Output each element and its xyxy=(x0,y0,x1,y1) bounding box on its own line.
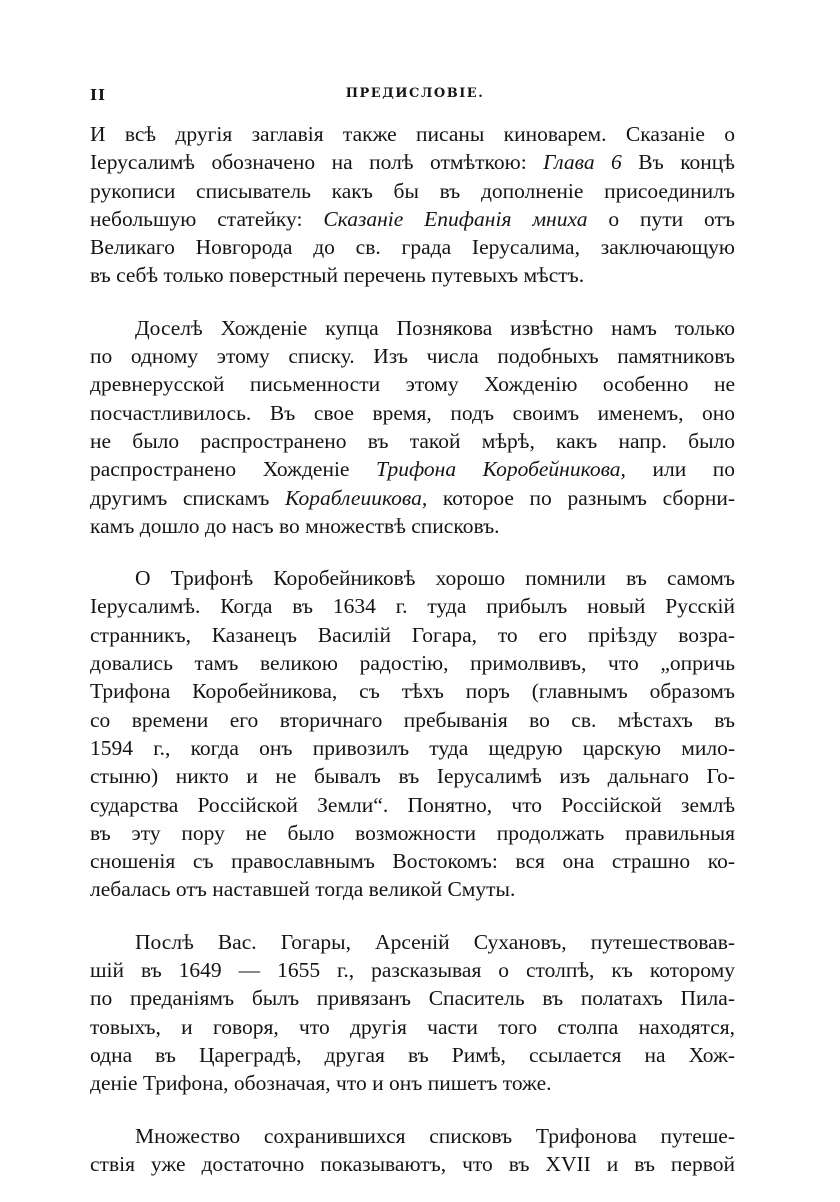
text-line: 1594 г., когда онъ привозилъ туда щедрую царскую мило- xyxy=(90,735,735,760)
text-line: распространено Хожденіе Трифона Коробейникова, или по xyxy=(90,457,736,482)
text-line: деніе Трифона, обозначая, что и онъ пишетъ тоже. xyxy=(90,1071,552,1096)
text-line: лебалась отъ наставшей тогда великой Смуты. xyxy=(90,877,516,902)
text-line: И всѣ другія заглавія также писаны киноварем. Сказаніе о xyxy=(90,122,735,146)
text-line: небольшую статейку: Сказаніе Епифанія мниха о пути отъ xyxy=(90,206,736,231)
paragraph xyxy=(90,564,735,904)
text-line: О Трифонѣ Коробейниковѣ хорошо помнили въ самомъ xyxy=(135,566,735,591)
text-line: рукописи списыватель какъ бы въ дополненіе присоединилъ xyxy=(90,178,735,203)
text-line: Іерусалимѣ. Когда въ 1634 г. туда прибылъ новый Русскій xyxy=(90,594,735,619)
text-line: въ себѣ только поверстный перечень путевыхъ мѣстъ. xyxy=(90,263,585,288)
text-line: одна въ Цареградѣ, другая въ Римѣ, ссылается на Хож- xyxy=(90,1042,735,1067)
text-line: древнерусской письменности этому Хожденію особенно не xyxy=(90,372,735,397)
page-body xyxy=(90,120,735,1202)
text-line: по одному этому списку. Изъ числа подобныхъ памятниковъ xyxy=(90,344,735,369)
text-line: шій въ 1649 — 1655 г., разсказывая о столпѣ, къ которому xyxy=(90,958,735,983)
text-line: довались тамъ великою радостію, примолвивъ, что „опричь xyxy=(90,651,735,676)
text-line: по преданіямъ былъ привязанъ Спаситель въ полатахъ Пила- xyxy=(90,986,735,1011)
text-line: ствія уже достаточно показываютъ, что въ XVII и въ первой xyxy=(90,1151,735,1176)
text-line: Трифона Коробейникова, съ тѣхъ поръ (главнымъ образомъ xyxy=(90,679,735,704)
page-header xyxy=(90,86,740,106)
text-line: Послѣ Вас. Гогары, Арсеній Сухановъ, путешествовав- xyxy=(135,929,735,954)
text-line: сношенія съ православнымъ Востокомъ: вся она страшно ко- xyxy=(90,849,735,874)
running-head: ПРЕДИСЛОВІЕ. xyxy=(345,86,485,101)
text-line: со времени его вторичнаго пребыванія во св. мѣстахъ въ xyxy=(90,707,735,732)
page-number: II xyxy=(90,86,107,104)
text-line: въ эту пору не было возможности продолжать правильныя xyxy=(90,820,735,845)
text-line: Великаго Новгорода до св. града Іерусалима, заключающую xyxy=(90,235,735,260)
text-line: сударства Россійской Земли“. Понятно, что Россійской землѣ xyxy=(90,792,735,817)
paragraph xyxy=(90,314,735,540)
text-line: не было распространено въ такой мѣрѣ, какъ напр. было xyxy=(90,428,735,453)
paragraph xyxy=(90,1122,735,1179)
text-line: Іерусалимѣ обозначено на полѣ отмѣткою: Глава 6 Въ концѣ xyxy=(90,150,735,175)
text-line: Множество сохранившихся списковъ Трифонова путеше- xyxy=(135,1123,735,1148)
text-line: камъ дошло до насъ во множествѣ списковъ. xyxy=(90,513,500,538)
text-line: другимъ спискамъ Кораблеиикова, которое по разнымъ сборни- xyxy=(90,485,735,510)
text-line: посчастливилось. Въ свое время, подъ своимъ именемъ, оно xyxy=(90,400,735,425)
text-line: странникъ, Казанецъ Василій Гогара, то его пріѣзду возра- xyxy=(90,622,735,647)
paragraph xyxy=(90,120,735,290)
text-line: Доселѣ Хожденіе купца Познякова извѣстно намъ только xyxy=(135,315,735,340)
paragraph xyxy=(90,928,735,1098)
text-line: стыню) никто и не бывалъ въ Іерусалимѣ изъ дальнаго Го- xyxy=(90,764,735,789)
text-line: товыхъ, и говоря, что другія части того столпа находятся, xyxy=(90,1014,735,1039)
